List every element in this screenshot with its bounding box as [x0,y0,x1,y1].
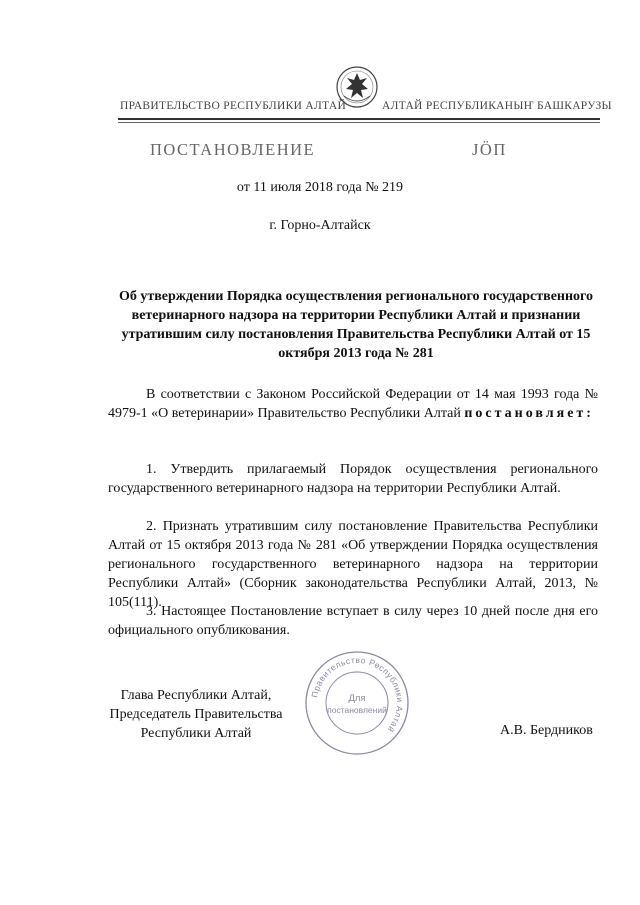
signatory-line-2: Председатель Правительства [109,707,283,722]
document-city: г. Горно-Алтайск [269,218,371,233]
resolves-word: постановляет: [464,406,594,421]
organization-name-russian: ПРАВИТЕЛЬСТВО РЕСПУБЛИКИ АЛТАЙ [120,100,347,112]
signatory-line-1: Глава Республики Алтай, [120,688,272,703]
signatory-line-3: Республики Алтай [140,726,252,741]
item-3-paragraph: 3. Настоящее Постановление вступает в силу через 10 дней после дня его официального опубликования. [108,604,598,638]
document-date-number: от 11 июля 2018 года № 219 [236,180,404,195]
document-type-altai: ЈӦП [472,140,507,159]
signatory-name: А.В. Бердников [500,723,593,738]
stamp-center-line-1: Для [348,693,366,704]
header-rule [118,118,600,120]
document-title: Об утверждении Порядка осуществления регионального государственного ветеринарного надзора на территории Республики Алтай и признании утратившим силу постановления Правительства Республики Алтай от 15 октября 2013 года № 281 [118,289,594,361]
header-rule-thin [118,122,600,123]
signatory-title [100,686,292,743]
stamp-center-line-2: постановлений [327,705,387,715]
preamble-paragraph [108,385,598,423]
stamp-ring-text: Правительство Республики Алтай [309,654,406,735]
item-1-paragraph: 1. Утвердить прилагаемый Порядок осуществления регионального государственного ветеринарного надзора на территории Республики Алтай. [108,462,598,496]
preamble-text: В соответствии с Законом Российской Федерации от 14 мая 1993 года № 4979-1 «О ветеринарии» Правительство Республики Алтай [108,387,598,421]
item-2-paragraph: 2. Признать утратившим силу постановление Правительства Республики Алтай от 15 октября 2013 года № 281 «Об утверждении Порядка осуществления регионального государственного ветеринарного надзора на территории Республики Алтай» (Сборник законодательства Республики Алтай, 2013, № 105(111). [108,519,598,610]
document-type: ПОСТАНОВЛЕНИЕ [150,140,316,159]
organization-name-altai: АЛТАЙ РЕСПУБЛИКАНЫҤ БАШКАРУЗЫ [382,100,612,112]
official-stamp [304,650,410,756]
